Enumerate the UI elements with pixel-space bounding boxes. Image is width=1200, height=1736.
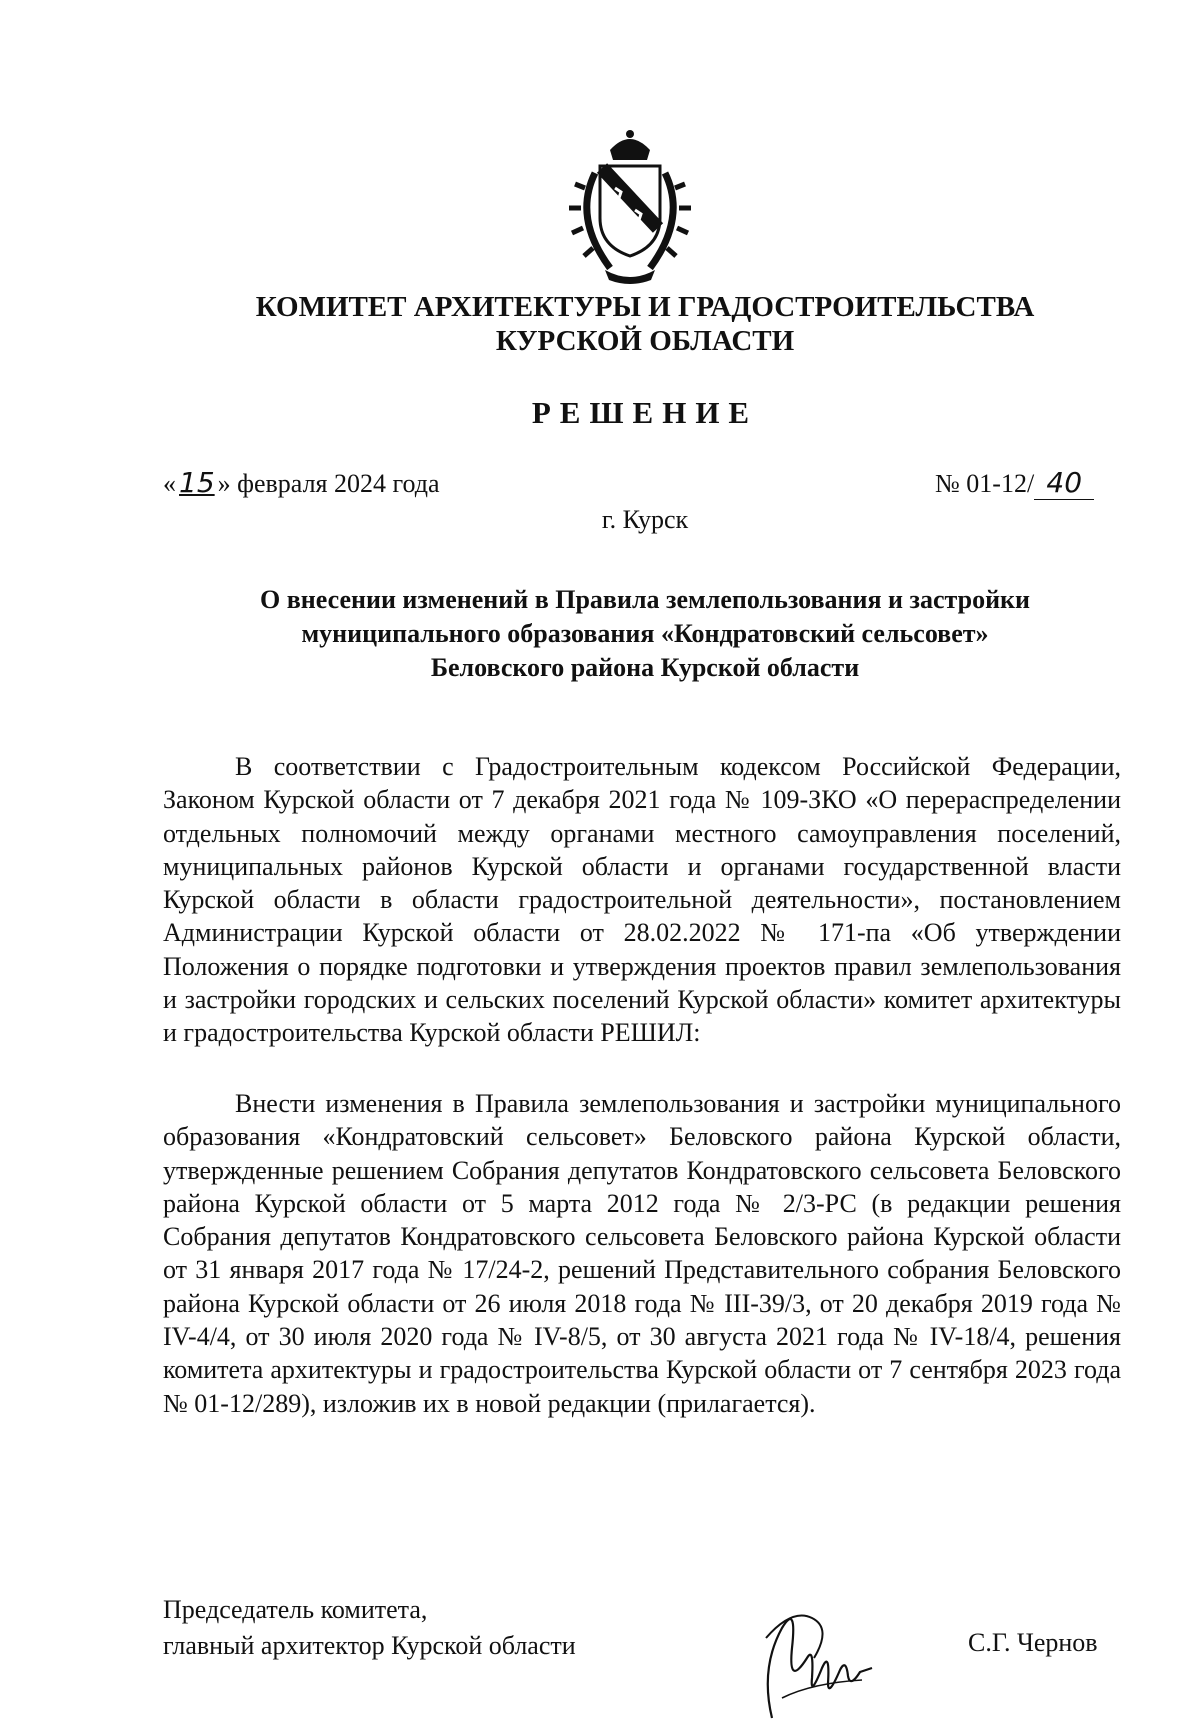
organization-name-line1: КОМИТЕТ АРХИТЕКТУРЫ И ГРАДОСТРОИТЕЛЬСТВА bbox=[255, 291, 1035, 323]
paragraph-text: В соответствии с Градостроительным кодексом Российской Федерации, Законом Курской области от 7 декабря 2021 года № 109-ЗКО «О перераспределении отдельных полномочий между органами местного самоуправления поселений, муниципальных районов Курской области и органами государственной власти Курской области в области градостроительной деятельности», постановлением Администрации Курской области от 28.02.2022 № 171-па «Об утверждении Положения о порядке подготовки и утверждения проектов правил землепользования и застройки городских и сельских поселений Курской области» комитет архитектуры и градостроительства Курской области РЕШИЛ: bbox=[163, 752, 1121, 1048]
handwritten-signature-icon bbox=[752, 1588, 882, 1728]
organization-name-line2: КУРСКОЙ ОБЛАСТИ bbox=[495, 325, 795, 357]
date-day-handwritten: 15 bbox=[179, 466, 215, 499]
signatory-name: С.Г. Чернов bbox=[968, 1628, 1098, 1657]
document-date bbox=[163, 466, 440, 499]
number-value-handwritten: 40 bbox=[1034, 466, 1094, 500]
coat-of-arms-icon bbox=[555, 128, 705, 288]
date-open-quote: « bbox=[163, 469, 176, 498]
paragraph-text: Внести изменения в Правила землепользования и застройки муниципального образования «Кондратовский сельсовет» Беловского района Курской области, утвержденные решением Собрания депутатов Кондратовского сельсовета Беловского района Курской области от 5 марта 2012 года № 2/3-РС (в редакции решения Собрания депутатов Кондратовского сельсовета Беловского района Курской области от 31 января 2017 года № 17/24-2, решений Представительного собрания Беловского района Курской области от 26 июля 2018 года № III-39/3, от 20 декабря 2019 года № IV-4/4, от 30 июля 2020 года № IV-8/5, от 30 августа 2021 года № IV-18/4, решения комитета архитектуры и градостроительства Курской области от 7 сентября 2023 года № 01-12/289), изложив их в новой редакции (прилагается). bbox=[163, 1089, 1121, 1418]
document-type-title: РЕШЕНИЕ bbox=[531, 395, 759, 430]
position-line2: главный архитектор Курской области bbox=[163, 1631, 576, 1660]
document-number bbox=[935, 466, 1094, 500]
document-city: г. Курск bbox=[601, 505, 689, 534]
document-subject bbox=[150, 583, 1140, 685]
body-paragraph-2 bbox=[163, 1087, 1121, 1420]
position-line1: Председатель комитета, bbox=[163, 1595, 428, 1624]
subject-line2: муниципального образования «Кондратовский сельсовет» bbox=[301, 619, 989, 648]
body-paragraph-1 bbox=[163, 750, 1121, 1050]
number-prefix: № 01-12/ bbox=[935, 469, 1035, 498]
signatory-position bbox=[163, 1592, 576, 1664]
subject-line3: Беловского района Курской области bbox=[430, 653, 860, 682]
date-rest: » февраля 2024 года bbox=[217, 469, 440, 498]
subject-line1: О внесении изменений в Правила землепользования и застройки bbox=[259, 585, 1031, 614]
